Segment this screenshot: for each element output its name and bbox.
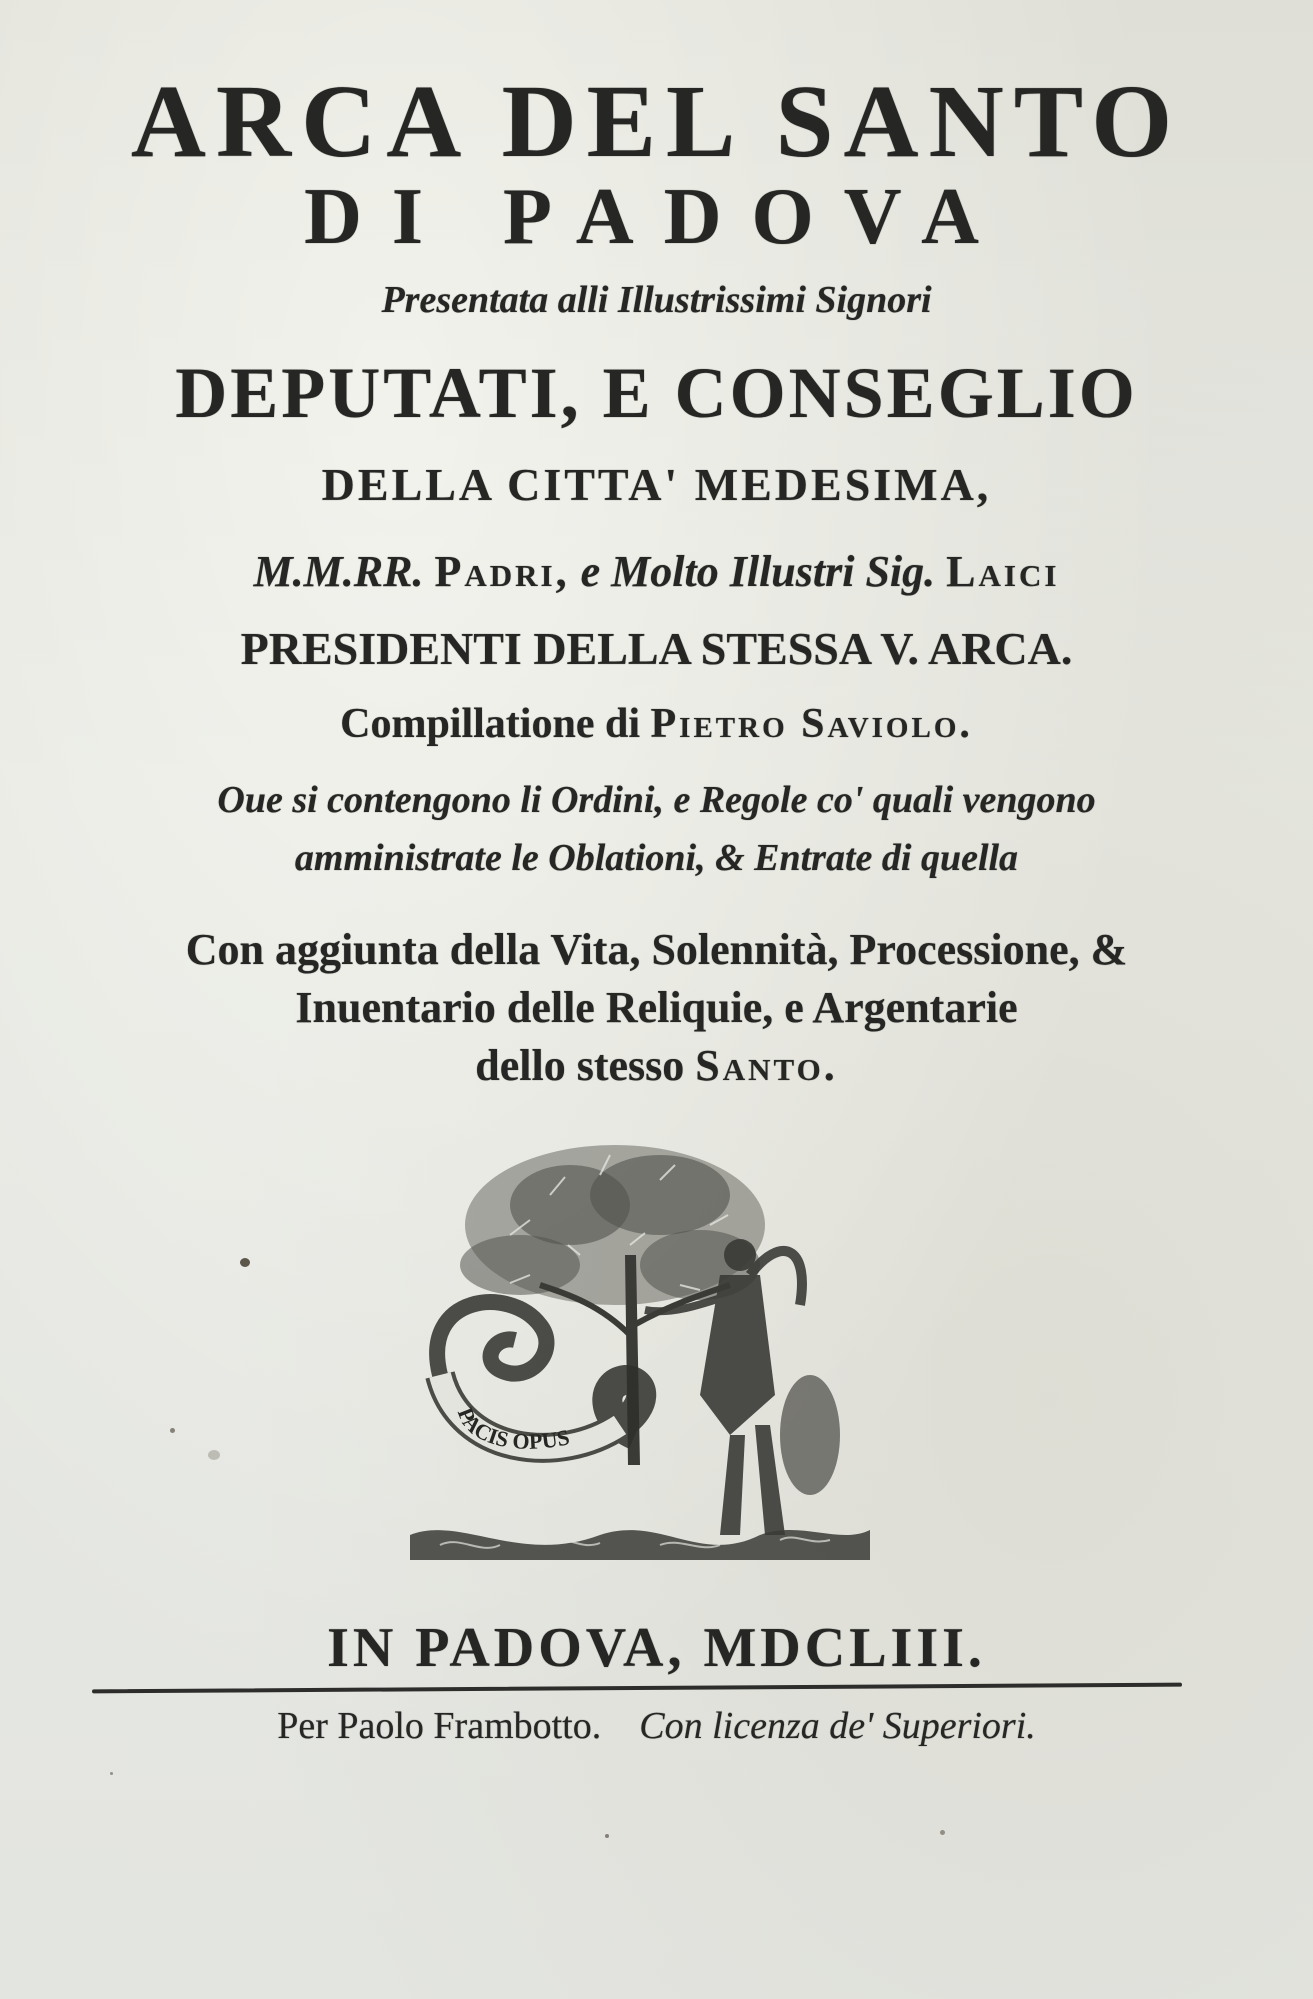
- imprint-place-date: IN PADOVA, MDCLIII.: [327, 1617, 986, 1679]
- svg-text:PACIS OPUS: PACIS OPUS: [452, 1404, 572, 1455]
- paper-speck: [170, 1428, 175, 1433]
- description-line-1: Oue si contengono li Ordini, e Regole co' quali vengono: [217, 779, 1096, 821]
- title-line-2: DI PADOVA: [304, 173, 1009, 261]
- paper-speck: [240, 1258, 250, 1267]
- title-line-1: ARCA DEL SANTO: [130, 64, 1183, 179]
- paper-speck: [208, 1450, 220, 1460]
- molto-illustri: e Molto Illustri Sig.: [580, 547, 936, 596]
- description-line-2: amministrate le Oblationi, & Entrate di quella: [294, 837, 1019, 879]
- woodcut-tree-figure-icon: [400, 1135, 880, 1585]
- dello-stesso: dello stesso: [475, 1041, 685, 1090]
- paper-speck: [940, 1830, 945, 1835]
- printer-name: Per Paolo Frambotto.: [277, 1705, 602, 1747]
- imprint-rule: [92, 1683, 1182, 1694]
- laici: Laici: [946, 547, 1060, 596]
- santo: Santo.: [695, 1041, 838, 1090]
- paper-speck: [605, 1834, 609, 1838]
- printer-line: [0, 1704, 1313, 1748]
- addition-line-3: [0, 1040, 1313, 1091]
- addition-line-2: Inuentario delle Reliquie, e Argentarie: [295, 983, 1018, 1032]
- author-name: Pietro Saviolo.: [650, 701, 973, 747]
- license: Con licenza de' Superiori.: [639, 1705, 1036, 1747]
- padri: Padri,: [434, 547, 570, 596]
- presidenti-line: PRESIDENTI DELLA STESSA V. ARCA.: [240, 623, 1073, 674]
- addition-line-1: Con aggiunta della Vita, Solennità, Processione, &: [185, 925, 1128, 974]
- padri-laici-line: [0, 546, 1313, 597]
- mm-rr: M.M.RR.: [253, 547, 424, 596]
- citta-line: DELLA CITTA' MEDESIMA,: [321, 459, 992, 510]
- compillatione: Compillatione di: [340, 701, 640, 747]
- dedication-line: Presentata alli Illustrissimi Signori: [381, 279, 932, 321]
- paper-speck: [110, 1772, 113, 1775]
- deputati-line: DEPUTATI, E CONSEGLIO: [175, 353, 1138, 433]
- author-line: [0, 700, 1313, 748]
